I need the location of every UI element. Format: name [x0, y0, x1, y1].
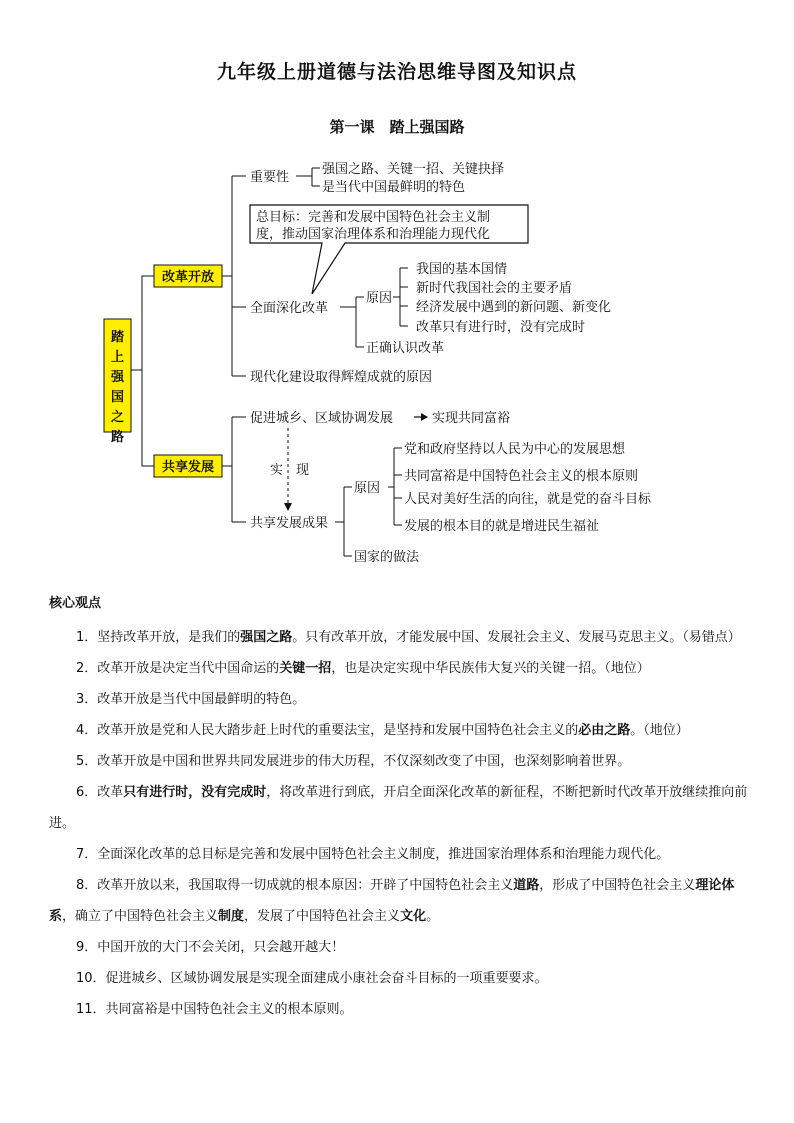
core-points-heading: 核心观点 — [49, 596, 102, 611]
point-text: ，发展了中国特色社会主义 — [244, 909, 401, 924]
deepen-reason-3: 经济发展中遇到的新问题、新变化 — [416, 300, 612, 315]
point-text: ，也是决定实现中华民族伟大复兴的关键一招。（地位） — [331, 661, 650, 676]
importance-item-2: 是当代中国最鲜明的特色 — [322, 180, 466, 195]
point-text: 10．促进城乡、区域协调发展是实现全面建成小康社会奋斗目标的一项重要要求。 — [76, 971, 548, 986]
point-text: 5．改革开放是中国和世界共同发展进步的伟大历程，不仅深刻改变了中国，也深刻影响着世界。 — [76, 754, 631, 769]
point-text: 。（地位） — [630, 723, 689, 738]
core-point-1 — [49, 622, 749, 653]
branch-share-label: 共享发展 — [161, 460, 215, 475]
point-text: 。 — [426, 909, 440, 924]
core-point-11 — [49, 994, 749, 1025]
core-point-5 — [49, 746, 749, 777]
core-point-9 — [49, 932, 749, 963]
state-practice: 国家的做法 — [354, 550, 420, 565]
share-reason-1: 党和政府坚持以人民为中心的发展思想 — [404, 442, 626, 457]
point-text: 2．改革开放是决定当代中国命运的 — [76, 661, 280, 676]
importance-label: 重要性 — [250, 170, 290, 185]
share-reason-label: 原因 — [354, 481, 381, 496]
realize-arrowhead — [284, 503, 292, 511]
document-title: 九年级上册道德与法治思维导图及知识点 — [216, 61, 577, 83]
root-node-char: 国 — [110, 390, 125, 405]
root-node-char: 上 — [110, 350, 125, 365]
core-point-7 — [49, 839, 749, 870]
root-node-char: 强 — [110, 370, 125, 385]
goal-arrowhead — [421, 413, 428, 421]
point-text: 3．改革开放是当代中国最鲜明的特色。 — [76, 692, 306, 707]
point-text: 11．共同富裕是中国特色社会主义的根本原则。 — [76, 1002, 353, 1017]
deepen-reform-label: 全面深化改革 — [250, 301, 329, 316]
deepen-reason-1: 我国的基本国情 — [416, 262, 508, 277]
emphasis-text: 制度 — [218, 909, 245, 924]
branch-reform-label: 改革开放 — [161, 270, 215, 285]
correct-understanding: 正确认识改革 — [366, 341, 445, 356]
point-text: 1．坚持改革开放，是我们的 — [76, 630, 241, 645]
core-point-4 — [49, 715, 749, 746]
core-point-2 — [49, 653, 749, 684]
emphasis-text: 关键一招 — [279, 661, 332, 676]
modernization-reason: 现代化建设取得辉煌成就的原因 — [250, 370, 433, 385]
core-point-10 — [49, 963, 749, 994]
root-node-char: 踏 — [110, 330, 125, 345]
promote-coordination: 促进城乡、区域协调发展 — [250, 411, 394, 426]
point-text: ，将改革进行到底，开启全面深化改革的新征程，不断把新时代改革开放继续推向前进。 — [49, 785, 748, 831]
emphasis-text: 理论体系 — [49, 878, 735, 924]
callout-line-2: 度，推动国家治理体系和治理能力现代化 — [256, 227, 491, 242]
root-node-char: 之 — [110, 410, 125, 425]
realize-label: 实 现 — [270, 463, 310, 478]
point-text: 4．改革开放是党和人民大踏步赶上时代的重要法宝，是坚持和发展中国特色社会主义的 — [76, 723, 579, 738]
point-text: 。只有改革开放，才能发展中国、发展社会主义、发展马克思主义。（易错点） — [292, 630, 741, 645]
emphasis-text: 文化 — [400, 909, 427, 924]
core-point-3 — [49, 684, 749, 715]
emphasis-text: 只有进行时，没有完成时 — [123, 785, 267, 800]
core-point-6 — [49, 777, 749, 839]
share-results-label: 共享发展成果 — [250, 516, 329, 531]
emphasis-text: 道路 — [513, 878, 540, 893]
root-node-char: 路 — [110, 430, 125, 445]
point-text: 7．全面深化改革的总目标是完善和发展中国特色社会主义制度，推进国家治理体系和治理能力现代化。 — [76, 847, 670, 862]
deepen-reason-label: 原因 — [366, 291, 393, 306]
point-text: 6．改革 — [76, 785, 124, 800]
callout-line-1: 总目标：完善和发展中国特色社会主义制 — [256, 210, 491, 225]
emphasis-text: 必由之路 — [578, 723, 631, 738]
lesson-title: 第一课 踏上强国路 — [329, 118, 465, 136]
point-text: 8．改革开放以来，我国取得一切成就的根本原因：开辟了中国特色社会主义 — [76, 878, 514, 893]
point-text: ，形成了中国特色社会主义 — [539, 878, 696, 893]
common-prosperity-goal: 实现共同富裕 — [432, 411, 511, 426]
share-reason-4: 发展的根本目的就是增进民生福祉 — [404, 519, 600, 534]
point-text: 9．中国开放的大门不会关闭，只会越开越大！ — [76, 940, 345, 955]
share-reason-3: 人民对美好生活的向往，就是党的奋斗目标 — [404, 492, 652, 507]
deepen-reason-4: 改革只有进行时，没有完成时 — [416, 320, 586, 335]
point-text: ，确立了中国特色社会主义 — [62, 909, 219, 924]
core-point-8 — [49, 870, 749, 932]
core-points-list — [49, 622, 749, 1025]
share-reason-2: 共同富裕是中国特色社会主义的根本原则 — [404, 469, 639, 484]
emphasis-text: 强国之路 — [240, 630, 293, 645]
importance-item-1: 强国之路、关键一招、关键抉择 — [322, 162, 505, 177]
deepen-reason-2: 新时代我国社会的主要矛盾 — [416, 281, 573, 296]
